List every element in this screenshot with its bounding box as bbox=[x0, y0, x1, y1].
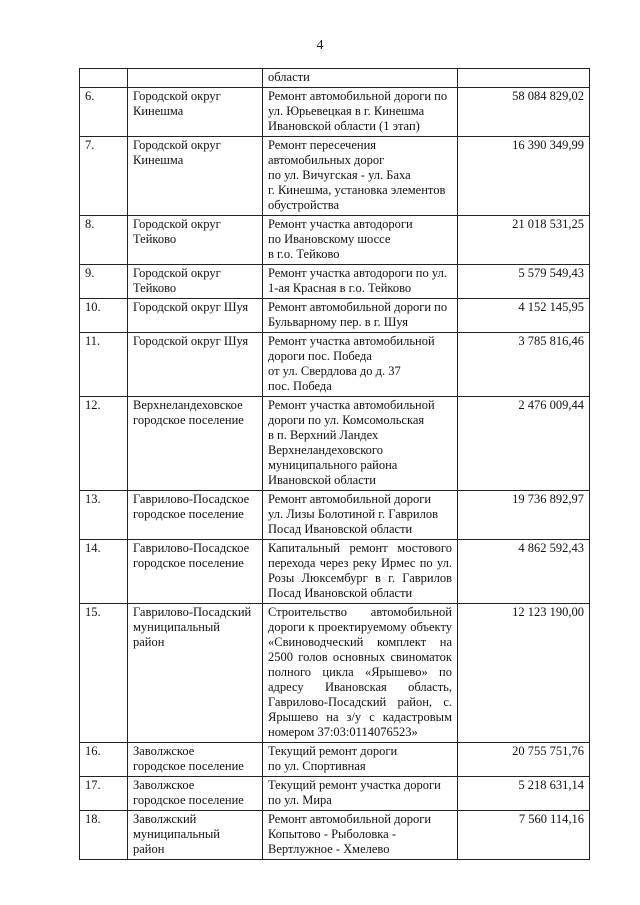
row-number: 18. bbox=[80, 811, 128, 860]
table-row bbox=[80, 777, 590, 811]
amount-cell: 5 579 549,43 bbox=[458, 265, 590, 299]
amount-cell: 58 084 829,02 bbox=[458, 88, 590, 137]
municipality-cell: Городской округ Шуя bbox=[128, 333, 263, 397]
amount-cell: 5 218 631,14 bbox=[458, 777, 590, 811]
table-row bbox=[80, 69, 590, 88]
table-row bbox=[80, 137, 590, 216]
table-row bbox=[80, 540, 590, 604]
object-cell: Ремонт автомобильной дороги ул. Лизы Болотиной г. Гаврилов Посад Ивановской области bbox=[263, 491, 458, 540]
amount-cell: 7 560 114,16 bbox=[458, 811, 590, 860]
table-row bbox=[80, 88, 590, 137]
object-cell: Ремонт пересечения автомобильных дорог по ул. Вичугская - ул. Баха г. Кинешма, установка элементов обустройства bbox=[263, 137, 458, 216]
object-cell: Ремонт автомобильной дороги по Бульварному пер. в г. Шуя bbox=[263, 299, 458, 333]
road-repair-table bbox=[79, 68, 590, 860]
amount-cell: 4 862 592,43 bbox=[458, 540, 590, 604]
object-cell: Ремонт участка автомобильной дороги пос. Победа от ул. Свердлова до д. 37 пос. Победа bbox=[263, 333, 458, 397]
row-number: 7. bbox=[80, 137, 128, 216]
row-number bbox=[80, 69, 128, 88]
object-cell: Текущий ремонт дороги по ул. Спортивная bbox=[263, 743, 458, 777]
municipality-cell: Гаврилово-Посадский муниципальный район bbox=[128, 604, 263, 743]
table-row bbox=[80, 216, 590, 265]
object-cell: Ремонт участка автодороги по Ивановскому шоссе в г.о. Тейково bbox=[263, 216, 458, 265]
row-number: 8. bbox=[80, 216, 128, 265]
row-number: 11. bbox=[80, 333, 128, 397]
municipality-cell: Заволжское городское поселение bbox=[128, 777, 263, 811]
amount-cell: 12 123 190,00 bbox=[458, 604, 590, 743]
row-number: 17. bbox=[80, 777, 128, 811]
municipality-cell: Заволжский муниципальный район bbox=[128, 811, 263, 860]
table-row bbox=[80, 491, 590, 540]
table-body bbox=[80, 69, 590, 860]
row-number: 13. bbox=[80, 491, 128, 540]
amount-cell: 2 476 009,44 bbox=[458, 397, 590, 491]
amount-cell: 3 785 816,46 bbox=[458, 333, 590, 397]
municipality-cell: Гаврилово-Посадское городское поселение bbox=[128, 491, 263, 540]
object-cell: области bbox=[263, 69, 458, 88]
row-number: 10. bbox=[80, 299, 128, 333]
municipality-cell: Городской округ Шуя bbox=[128, 299, 263, 333]
row-number: 15. bbox=[80, 604, 128, 743]
table-row bbox=[80, 397, 590, 491]
row-number: 14. bbox=[80, 540, 128, 604]
object-cell: Капитальный ремонт мостового перехода через реку Ирмес по ул. Розы Люксембург в г. Гаврилов Посад Ивановской области bbox=[263, 540, 458, 604]
amount-cell: 21 018 531,25 bbox=[458, 216, 590, 265]
row-number: 9. bbox=[80, 265, 128, 299]
object-cell: Строительство автомобильной дороги к проектируемому объекту «Свиноводческий комплект на 2500 голов основных свиноматок полного цикла «Ярышево» по адресу Ивановская область, Гаврилово-Посадский район, с. Ярышево на з/у с кадастровым номером 37:03:0114076523» bbox=[263, 604, 458, 743]
municipality-cell bbox=[128, 69, 263, 88]
municipality-cell: Городской округ Тейково bbox=[128, 265, 263, 299]
row-number: 16. bbox=[80, 743, 128, 777]
table-row bbox=[80, 811, 590, 860]
amount-cell bbox=[458, 69, 590, 88]
municipality-cell: Заволжское городское поселение bbox=[128, 743, 263, 777]
municipality-cell: Верхнеландеховское городское поселение bbox=[128, 397, 263, 491]
object-cell: Ремонт автомобильной дороги по ул. Юрьевецкая в г. Кинешма Ивановской области (1 этап) bbox=[263, 88, 458, 137]
table-row bbox=[80, 743, 590, 777]
row-number: 12. bbox=[80, 397, 128, 491]
municipality-cell: Городской округ Кинешма bbox=[128, 137, 263, 216]
row-number: 6. bbox=[80, 88, 128, 137]
object-cell: Ремонт участка автомобильной дороги по ул. Комсомольская в п. Верхний Ландех Верхнеландеховского муниципального района Ивановской области bbox=[263, 397, 458, 491]
table-row bbox=[80, 299, 590, 333]
amount-cell: 16 390 349,99 bbox=[458, 137, 590, 216]
table-row bbox=[80, 333, 590, 397]
municipality-cell: Городской округ Тейково bbox=[128, 216, 263, 265]
object-cell: Ремонт автомобильной дороги Копытово - Рыболовка - Вертлужное - Хмелево bbox=[263, 811, 458, 860]
page-number: 4 bbox=[316, 38, 324, 53]
table-row bbox=[80, 265, 590, 299]
amount-cell: 19 736 892,97 bbox=[458, 491, 590, 540]
table-row bbox=[80, 604, 590, 743]
municipality-cell: Гаврилово-Посадское городское поселение bbox=[128, 540, 263, 604]
amount-cell: 20 755 751,76 bbox=[458, 743, 590, 777]
object-cell: Ремонт участка автодороги по ул. 1-ая Красная в г.о. Тейково bbox=[263, 265, 458, 299]
municipality-cell: Городской округ Кинешма bbox=[128, 88, 263, 137]
amount-cell: 4 152 145,95 bbox=[458, 299, 590, 333]
object-cell: Текущий ремонт участка дороги по ул. Мира bbox=[263, 777, 458, 811]
